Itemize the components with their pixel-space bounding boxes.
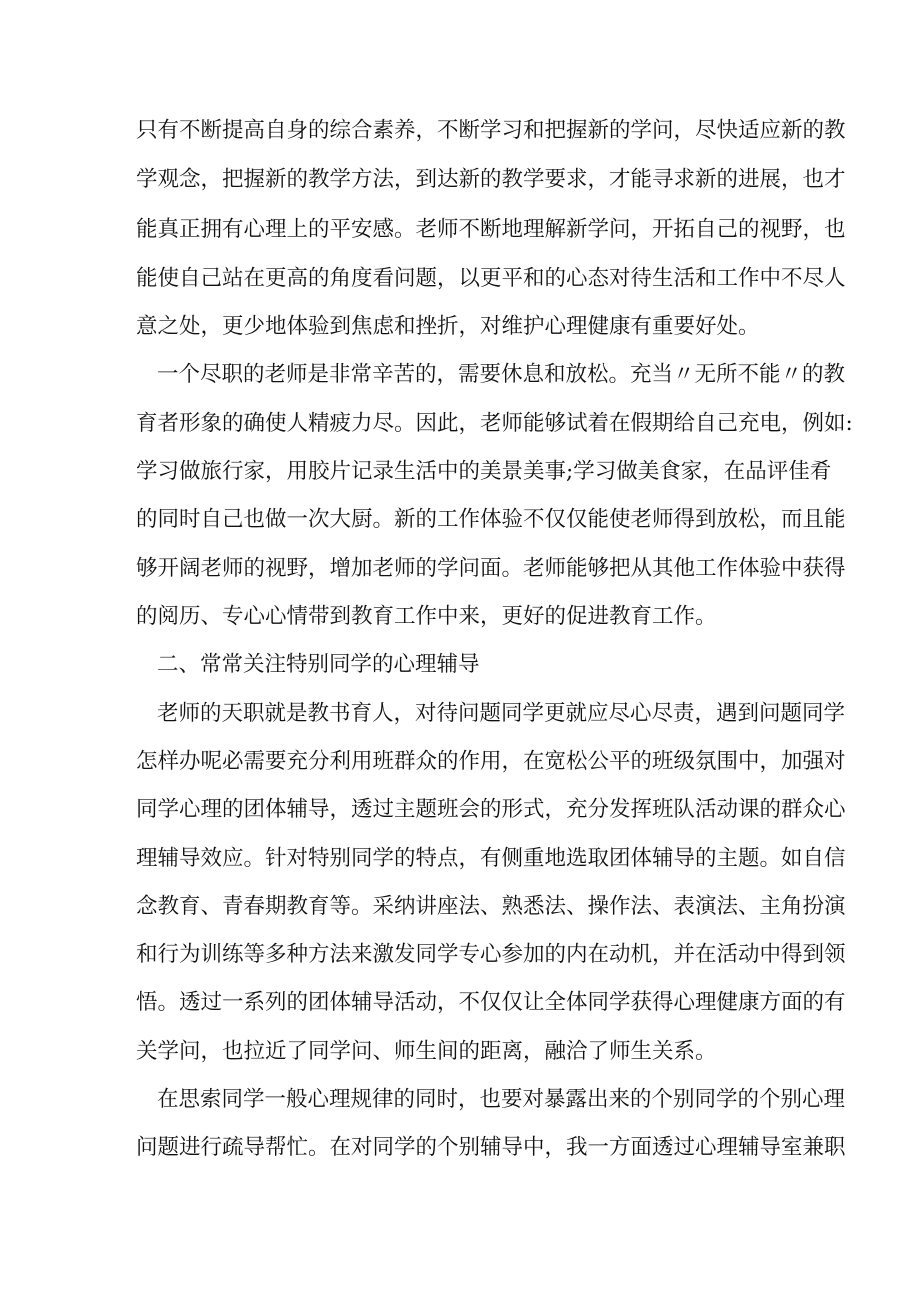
paragraph-line: 怎样办呢必需要充分利用班群众的作用，在宽松公平的班级氛围中，加强对 [136, 749, 846, 774]
paragraph-line: 学习做旅行家，用胶片记录生活中的美景美事;学习做美食家，在品评佳肴 [136, 459, 832, 484]
paragraph-line: 老师的天职就是教书育人，对待问题同学更就应尽心尽责，遇到问题同学 [157, 701, 846, 726]
paragraph-line: 育者形象的确使人精疲力尽。因此，老师能够试着在假期给自己充电，例如: [136, 411, 853, 436]
paragraph-line: 关学问，也拉近了同学问、师生间的距离，融洽了师生关系。 [136, 1039, 717, 1064]
paragraph-line: 够开阔老师的视野，增加老师的学问面。老师能够把从其他工作体验中获得 [136, 556, 846, 581]
paragraph-line: 能真正拥有心理上的平安感。老师不断地理解新学问，开拓自己的视野，也 [136, 217, 846, 242]
paragraph-line: 学观念，把握新的教学方法，到达新的教学要求，才能寻求新的进展，也才 [136, 167, 846, 192]
paragraph-line: 念教育、青春期教育等。采纳讲座法、熟悉法、操作法、表演法、主角扮演 [136, 894, 846, 919]
paragraph-line: 悟。透过一系列的团体辅导活动，不仅仅让全体同学获得心理健康方面的有 [136, 990, 846, 1015]
paragraph-line: 意之处，更少地体验到焦虑和挫折，对维护心理健康有重要好处。 [136, 314, 760, 339]
paragraph-line: 的阅历、专心心情带到教育工作中来，更好的促进教育工作。 [136, 604, 717, 629]
paragraph-line: 理辅导效应。针对特别同学的特点，有侧重地选取团体辅导的主题。如自信 [136, 846, 846, 871]
paragraph-line: 问题进行疏导帮忙。在对同学的个别辅导中，我一方面透过心理辅导室兼职 [136, 1135, 846, 1160]
paragraph-line: 一个尽职的老师是非常辛苦的，需要休息和放松。充当〃无所不能〃的教 [157, 362, 846, 387]
section-heading: 二、常常关注特别同学的心理辅导 [157, 652, 480, 677]
paragraph-line: 在思索同学一般心理规律的同时，也要对暴露出来的个别同学的个别心理 [157, 1087, 846, 1112]
paragraph-line: 同学心理的团体辅导，透过主题班会的形式，充分发挥班队活动课的群众心 [136, 797, 846, 822]
paragraph-line: 能使自己站在更高的角度看问题，以更平和的心态对待生活和工作中不尽人 [136, 266, 846, 291]
paragraph-line: 只有不断提高自身的综合素养，不断学习和把握新的学问，尽快适应新的教 [136, 118, 846, 143]
paragraph-line: 的同时自己也做一次大厨。新的工作体验不仅仅能使老师得到放松，而且能 [136, 507, 846, 532]
paragraph-line: 和行为训练等多种方法来激发同学专心参加的内在动机，并在活动中得到领 [136, 942, 846, 967]
